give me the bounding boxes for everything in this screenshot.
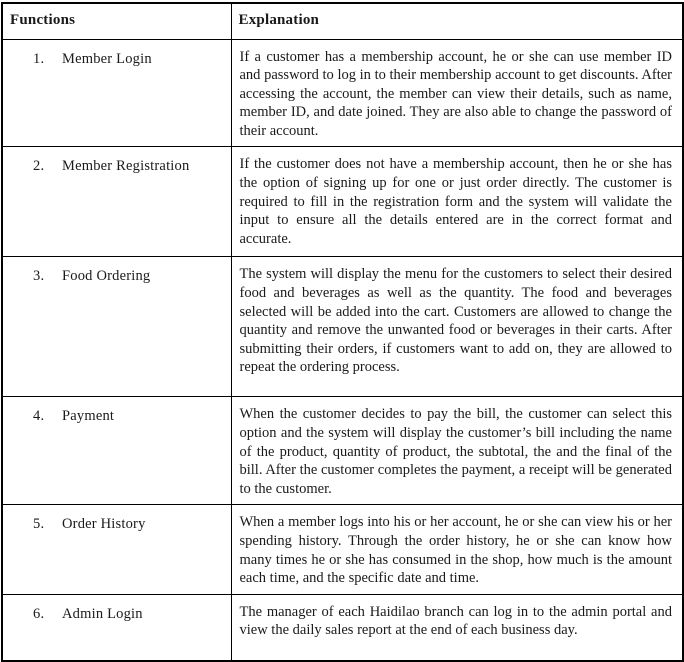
function-cell [2, 147, 231, 257]
table-row [2, 257, 683, 397]
function-label: Payment [62, 408, 115, 425]
function-cell [2, 257, 231, 397]
table-row [2, 147, 683, 257]
function-cell [2, 594, 231, 661]
function-label: Member Login [62, 50, 152, 67]
function-label: Admin Login [62, 605, 143, 622]
explanation-text: The manager of each Haidilao branch can log in to the admin portal and view the daily sales report at the end of each business day. [231, 594, 683, 661]
header-explanation: Explanation [231, 3, 683, 39]
function-cell [2, 505, 231, 594]
function-number: 1. [33, 50, 45, 67]
function-label: Food Ordering [62, 268, 151, 285]
function-number: 3. [33, 268, 45, 285]
header-functions: Functions [2, 3, 231, 39]
explanation-text: If a customer has a membership account, he or she can use member ID and password to log in to their membership account to get discounts. After accessing the account, the member can view their details, such as name, member ID, and date joined. They are also able to change the password of their account. [231, 39, 683, 147]
function-label: Member Registration [62, 158, 190, 175]
functions-table [1, 2, 684, 662]
explanation-text: When the customer decides to pay the bill, the customer can select this option and the system will display the customer’s bill including the name of the product, quantity of product, the subtotal, the and the final of the bill. After the customer completes the payment, a receipt will be generated to the customer. [231, 397, 683, 505]
function-cell [2, 39, 231, 147]
function-number: 5. [33, 516, 45, 533]
explanation-text: The system will display the menu for the customers to select their desired food and beverages as well as the quantity. The food and beverages selected will be added into the cart. Customers are allowed to change the quantity and remove the unwanted food or beverages in their carts. After submitting their orders, if customers want to add on, they are allowed to repeat the ordering process. [231, 257, 683, 397]
table-row [2, 505, 683, 594]
function-cell [2, 397, 231, 505]
function-label: Order History [62, 516, 146, 533]
function-number: 4. [33, 408, 45, 425]
explanation-text: If the customer does not have a membership account, then he or she has the option of signing up for one or just order directly. The customer is required to fill in the registration form and the system will validate the input to ensure all the details entered are in the correct format and accurate. [231, 147, 683, 257]
table-row [2, 594, 683, 661]
explanation-text: When a member logs into his or her account, he or she can view his or her spending history. Through the order history, he or she can know how many times he or she has consumed in the shop, how much is the amount each time, and the specific date and time. [231, 505, 683, 594]
function-number: 6. [33, 605, 45, 622]
table-row [2, 39, 683, 147]
function-number: 2. [33, 158, 45, 175]
table-header-row [2, 3, 683, 39]
table-row [2, 397, 683, 505]
